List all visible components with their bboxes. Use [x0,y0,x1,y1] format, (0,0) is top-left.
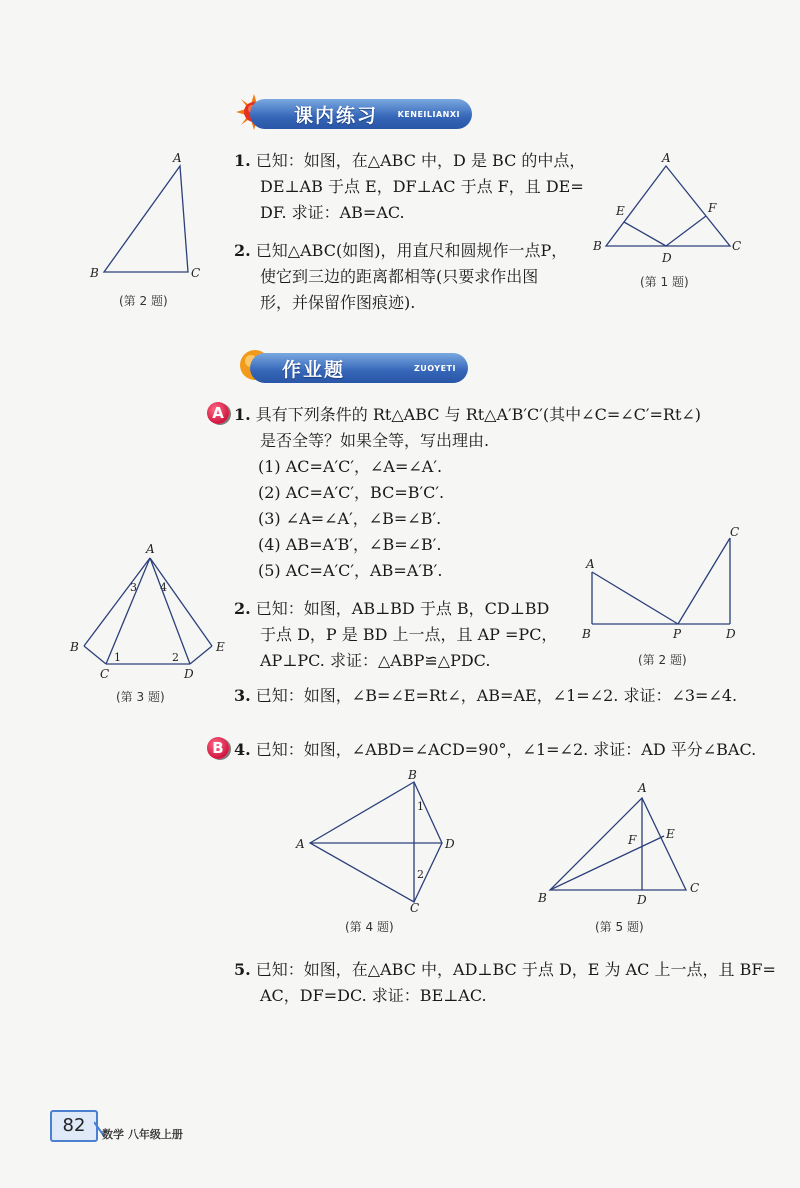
figure-label: C [100,667,110,681]
homework-2: 2. 已知：如图，AB⊥BD 于点 B，CD⊥BD 于点 D，P 是 BD 上一点，且 AP =PC， AP⊥PC. 求证：△ABP≌△PDC. [234,599,558,670]
exercise-1: 1. 已知：如图，在△ABC 中，D 是 BC 的中点， DE⊥AB 于点 E，DF⊥AC 于点 F，且 DE= DF. 求证：AB=AC. [234,151,586,222]
section-subtitle: KENEILIANXI [397,109,460,119]
figure-label: C [690,881,700,895]
option-item: (5) AC=A′C′，AB=A′B′. [258,561,443,580]
figure-segment [592,572,678,624]
section-subtitle: ZUOYETI [413,363,456,373]
figure-label: E [216,640,225,654]
figure-label: A [146,542,155,556]
figure-label: D [184,667,194,681]
figure-segment [666,216,706,246]
level-a-badge: A [207,402,229,424]
homework-5: 5. 已知：如图，在△ABC 中，AD⊥BC 于点 D，E 为 AC 上一点，且 BF= AC，DF=DC. 求证：BE⊥AC. [234,960,776,1005]
figure-ex1 [588,150,748,269]
figure-label: B [408,768,417,782]
figure-label: A [173,151,182,165]
section-banner-practice [250,99,472,129]
exercise-2: 2. 已知△ABC(如图)，用直尺和圆规作一点P， 使它到三边的距离都相等(只要求作出图 形，并保留作图痕迹). [234,241,568,312]
figure-label: A [296,837,305,851]
figure-label: C [410,901,420,915]
homework-1: 1. 具有下列条件的 Rt△ABC 与 Rt△A′B′C′(其中∠C=∠C′=Rt∠) 是否全等？如果全等，写出理由. [234,405,702,450]
section-banner-homework [250,353,468,383]
figure-label: 1 [114,651,121,664]
figure-label: D [637,893,647,907]
figure-hw5 [534,780,714,914]
figure-caption: (第 4 题) [345,920,394,934]
figure-label: 3 [130,581,137,594]
figure-label: A [638,781,647,795]
figure-label: B [593,239,602,253]
figure-label: E [616,204,625,218]
figure-caption: (第 3 题) [116,690,165,704]
figure-caption: (第 1 题) [640,275,689,289]
figure-segment [106,558,150,664]
figure-segment [550,836,664,890]
figure-label: B [90,266,99,280]
option-item: (2) AC=A′C′，BC=B′C′. [258,483,445,502]
figure-ex2 [84,150,214,314]
figure-label: D [445,837,455,851]
figure-label: P [673,627,682,641]
figure-label: 2 [417,868,424,881]
figure-label: F [708,201,717,215]
figure-segment [550,798,686,890]
figure-label: B [538,891,547,905]
figure-label: A [662,151,671,165]
figure-caption: (第 5 题) [595,920,644,934]
figure-segment [624,222,666,246]
figure-label: E [666,827,675,841]
figure-caption: (第 2 题) [119,294,168,308]
footer-book-title: 数学 八年级上册 [102,1128,183,1141]
figure-hw3 [62,536,242,690]
figure-label: B [582,627,591,641]
page-number: 82 [50,1110,98,1142]
figure-label: C [730,525,740,539]
level-b-badge: B [207,737,229,759]
figure-hw2 [578,520,748,654]
figure-label: F [628,833,637,847]
figure-label: A [586,557,595,571]
figure-label: C [732,239,742,253]
figure-segment [150,558,190,664]
option-item: (1) AC=A′C′，∠A=∠A′. [258,457,443,476]
figure-caption: (第 2 题) [638,653,687,667]
figure-label: 1 [417,800,424,813]
option-item: (4) AB=A′B′，∠B=∠B′. [258,535,442,554]
triangle-abc [104,166,188,272]
figure-label: B [70,640,79,654]
section-title: 作业题 [282,358,346,381]
figure-hw4 [292,770,472,919]
figure-segment [84,558,150,646]
figure-segment [678,538,730,624]
figure-label: 2 [172,651,179,664]
figure-label: D [662,251,672,265]
figure-segment [84,646,106,664]
option-item: (3) ∠A=∠A′，∠B=∠B′. [258,509,442,528]
section-title: 课内练习 [294,104,379,127]
homework-4: 4. 已知：如图，∠ABD=∠ACD=90°，∠1=∠2. 求证：AD 平分∠BAC. [234,740,757,759]
figure-segment [150,558,212,646]
figure-label: 4 [160,581,167,594]
figure-label: C [191,266,201,280]
figure-segment [190,646,212,664]
figure-label: D [726,627,736,641]
homework-3: 3. 已知：如图，∠B=∠E=Rt∠，AB=AE，∠1=∠2. 求证：∠3=∠4. [234,686,738,705]
homework-1-options [258,454,444,584]
